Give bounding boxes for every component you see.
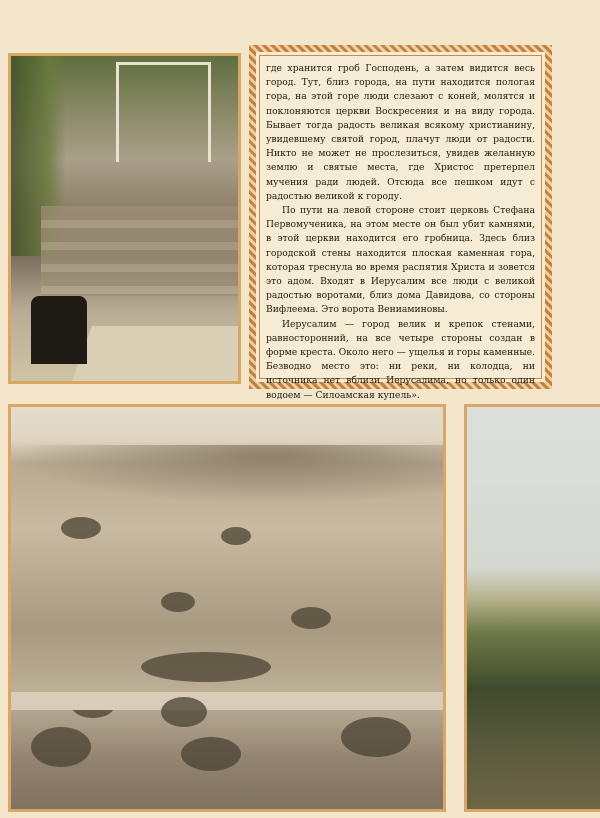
paragraph-2: По пути на левой стороне стоит церковь Стефана Первомученика, на этом месте он был убит камнями, в этой церкви находится его гробница. Здесь близ городской стены находится плоская каменная гора, которая треснула во время распятия Христа и зовется это адом. Входят в Иерусалим все люди с великой радостью воротами, близ дома Давидова, со стороны Вифлеема. Это ворота Вениаминовы.	[266, 205, 535, 316]
tree-cluster	[291, 607, 331, 629]
road	[11, 692, 443, 710]
stone-slab	[70, 326, 241, 384]
stone-pavilion	[116, 62, 211, 162]
panel-text	[266, 62, 535, 403]
landscape-painting	[464, 404, 600, 812]
tree-cluster	[341, 717, 411, 757]
hill-ridge	[11, 445, 443, 505]
tree-cluster	[161, 697, 207, 727]
tree-cluster	[181, 737, 241, 771]
paragraph-3: Иерусалим — город велик и крепок стенами, равносторонний, на все четыре стороны создан в форме креста. Около него — ущелья и горы каменные. Безводно место это: ни реки, ни колодца, ни источника нет вблизи Иерусалима, но только один водоем — Силоамская купель».	[266, 318, 535, 401]
tree-cluster	[61, 517, 101, 539]
valley-photo	[8, 404, 446, 812]
tree-cluster	[31, 727, 91, 767]
tree-cluster	[221, 527, 251, 545]
stone-steps	[41, 206, 241, 296]
tomb-entrance	[31, 296, 87, 364]
tree-cluster	[141, 652, 271, 682]
paragraph-1: где хранится гроб Господень, а затем видится весь город. Тут, близ города, на пути находится пологая гора, на этой горе люди слезают с коней, молятся и поклоняются церкви Воскресения и на виду города. Бывает тогда радость великая всякому христианину, увидевшему святой город, плачут люди от радости. Никто не может не прослезиться, увидев желанную землю и святые места, где Христос претерпел мучения ради людей. Отсюда все пешком идут с радостью великой к городу.	[266, 63, 535, 202]
tree-cluster	[161, 592, 195, 612]
text-panel	[249, 45, 552, 401]
tomb-photo	[8, 53, 241, 384]
